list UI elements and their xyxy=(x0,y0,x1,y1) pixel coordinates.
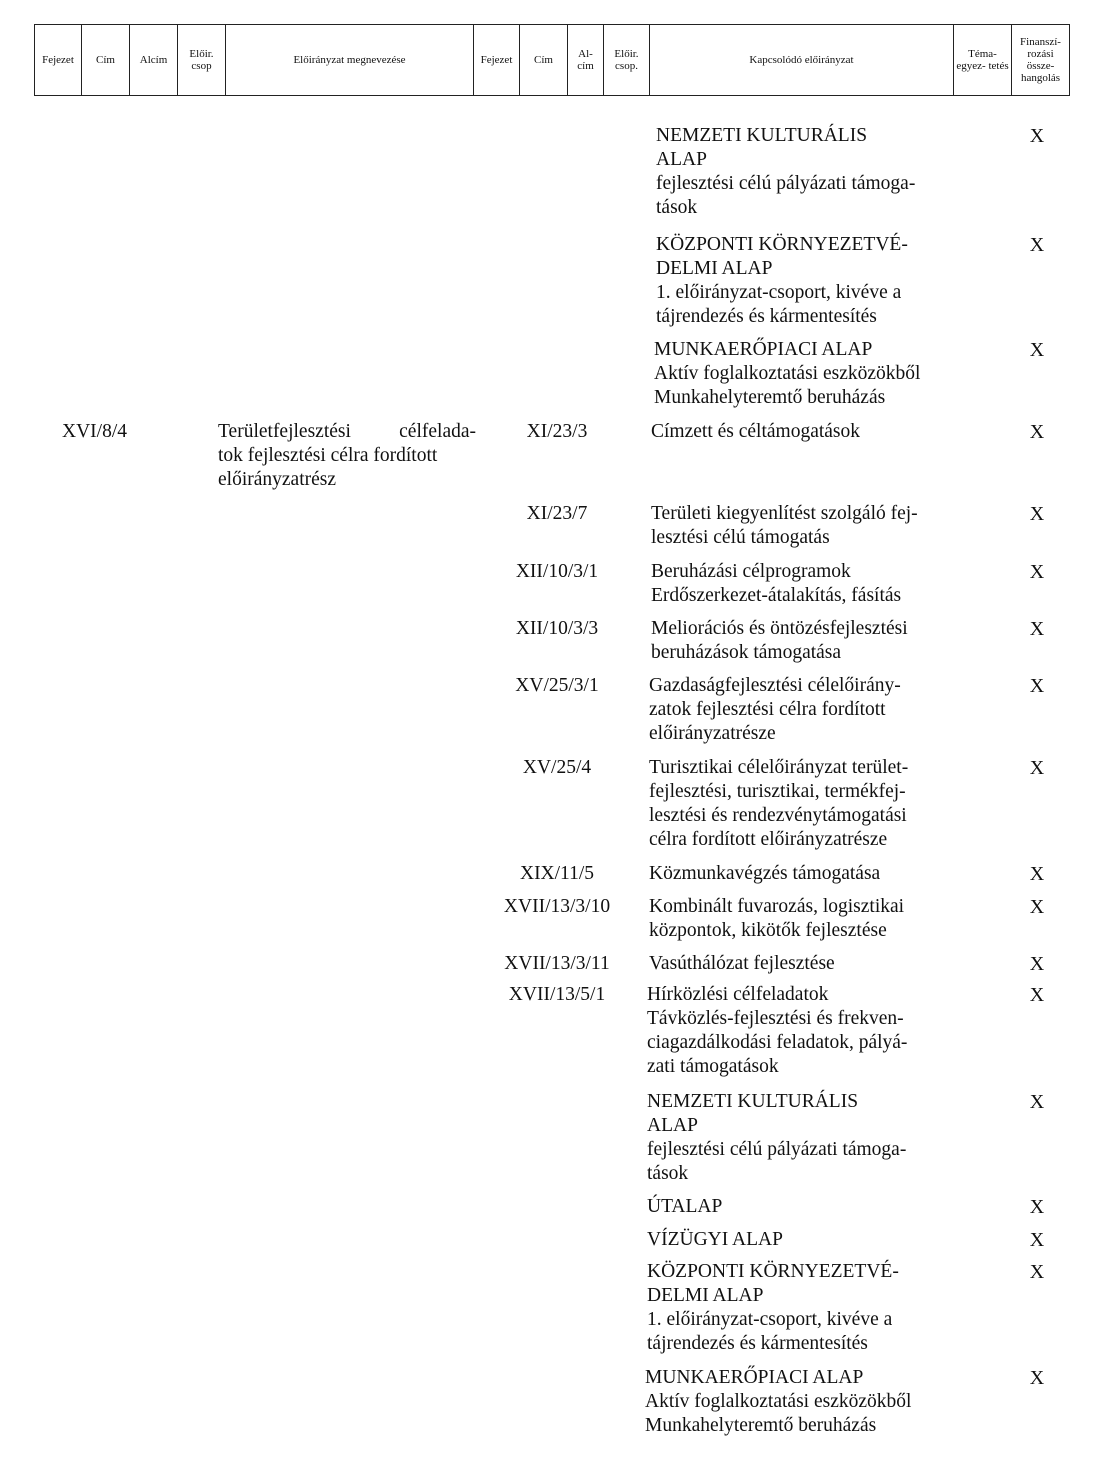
financing-mark: X xyxy=(1029,896,1045,918)
related-code: XV/25/3/1 xyxy=(515,675,599,696)
financing-mark: X xyxy=(1029,1261,1045,1283)
related-description xyxy=(647,1195,947,1219)
related-description xyxy=(649,952,949,976)
related-code: XII/10/3/1 xyxy=(515,561,599,582)
related-code: XV/25/4 xyxy=(522,757,592,778)
description-line: ciagazdálkodási feladatok, pályá- xyxy=(647,1032,908,1053)
financing-mark: X xyxy=(1029,984,1045,1006)
description-line: Közmunkavégzés támogatása xyxy=(649,863,881,884)
main-code: XVI/8/4 xyxy=(62,421,127,442)
description-line: ALAP xyxy=(647,1115,698,1136)
related-code: XI/23/7 xyxy=(526,503,588,524)
related-description xyxy=(651,502,951,550)
description-line: ÚTALAP xyxy=(647,1196,723,1217)
description-line: 1. előirányzat-csoport, kivéve a xyxy=(656,282,902,303)
header-kapcsolodo-eloiranyzat: Kapcsolódó előirányzat xyxy=(650,25,954,95)
financing-mark: X xyxy=(1029,863,1045,885)
description-line: előirányzatrésze xyxy=(649,723,776,744)
main-name-line-2: tok fejlesztési célra fordított xyxy=(218,445,438,466)
financing-mark: X xyxy=(1029,618,1045,640)
header-eloir-csop: Előir. csop xyxy=(178,25,226,95)
financing-mark: X xyxy=(1029,125,1045,147)
description-line: Meliorációs és öntözésfejlesztési xyxy=(651,618,908,639)
header-tema-egyeztetes: Téma- egyez- tetés xyxy=(954,25,1012,95)
related-description xyxy=(647,983,947,1079)
related-code: XI/23/3 xyxy=(526,421,588,442)
related-description xyxy=(647,1228,947,1252)
related-code: XVII/13/3/11 xyxy=(504,953,610,974)
related-description xyxy=(649,862,949,886)
main-name xyxy=(218,420,476,492)
description-line: Kombinált fuvarozás, logisztikai xyxy=(649,896,905,917)
financing-mark: X xyxy=(1029,953,1045,975)
financing-mark: X xyxy=(1029,234,1045,256)
financing-mark: X xyxy=(1029,1196,1045,1218)
related-description xyxy=(647,1090,947,1186)
description-line: NEMZETI KULTURÁLIS xyxy=(656,125,868,146)
description-line: tások xyxy=(656,197,698,218)
description-line: Beruházási célprogramok xyxy=(651,561,851,582)
description-line: DELMI ALAP xyxy=(656,258,773,279)
financing-mark: X xyxy=(1029,1229,1045,1251)
description-line: tások xyxy=(647,1163,689,1184)
description-line: Aktív foglalkoztatási eszközökből xyxy=(645,1391,912,1412)
related-description xyxy=(645,1366,945,1438)
header-fejezet: Fejezet xyxy=(34,25,82,95)
description-line: célra fordított előirányzatrésze xyxy=(649,829,888,850)
related-description xyxy=(654,338,954,410)
related-code: XII/10/3/3 xyxy=(515,618,599,639)
description-line: KÖZPONTI KÖRNYEZETVÉ- xyxy=(647,1261,899,1282)
description-line: fejlesztési, turisztikai, termékfej- xyxy=(649,781,906,802)
description-line: Vasúthálózat fejlesztése xyxy=(649,953,835,974)
header-alcim: Alcím xyxy=(130,25,178,95)
financing-mark: X xyxy=(1029,339,1045,361)
header-fejezet-2: Fejezet xyxy=(474,25,520,95)
header-cim-2: Cím xyxy=(520,25,568,95)
description-line: Címzett és céltámogatások xyxy=(651,421,861,442)
description-line: lesztési és rendezvénytámogatási xyxy=(649,805,907,826)
description-line: Hírközlési célfeladatok xyxy=(647,984,829,1005)
related-description xyxy=(647,1260,947,1356)
description-line: Erdőszerkezet-átalakítás, fásítás xyxy=(651,585,902,606)
financing-mark: X xyxy=(1029,757,1045,779)
financing-mark: X xyxy=(1029,503,1045,525)
description-line: tájrendezés és kármentesítés xyxy=(647,1333,868,1354)
description-line: zati támogatások xyxy=(647,1056,779,1077)
description-line: beruházások támogatása xyxy=(651,642,842,663)
financing-mark: X xyxy=(1029,1367,1045,1389)
main-name-line-3: előirányzatrész xyxy=(218,469,337,490)
financing-mark: X xyxy=(1029,561,1045,583)
header-eloir-csop-2: Előir. csop. xyxy=(604,25,650,95)
description-line: központok, kikötők fejlesztése xyxy=(649,920,887,941)
financing-mark: X xyxy=(1029,675,1045,697)
related-description xyxy=(656,124,956,220)
description-line: Távközlés-fejlesztési és frekven- xyxy=(647,1008,904,1029)
description-line: Gazdaságfejlesztési célelőirány- xyxy=(649,675,901,696)
related-description xyxy=(656,233,956,329)
financing-mark: X xyxy=(1029,1091,1045,1113)
description-line: ALAP xyxy=(656,149,707,170)
related-code: XVII/13/5/1 xyxy=(508,984,606,1005)
description-line: Aktív foglalkoztatási eszközökből xyxy=(654,363,921,384)
related-description xyxy=(649,756,949,852)
description-line: MUNKAERŐPIACI ALAP xyxy=(654,339,873,360)
description-line: tájrendezés és kármentesítés xyxy=(656,306,877,327)
description-line: 1. előirányzat-csoport, kivéve a xyxy=(647,1309,893,1330)
related-description xyxy=(649,895,949,943)
description-line: fejlesztési célú pályázati támoga- xyxy=(647,1139,907,1160)
related-code: XIX/11/5 xyxy=(519,863,595,884)
header-eloiranyzat-megnevezese: Előirányzat megnevezése xyxy=(226,25,474,95)
related-description xyxy=(651,420,951,444)
related-code: XVII/13/3/10 xyxy=(503,896,611,917)
description-line: MUNKAERŐPIACI ALAP xyxy=(645,1367,864,1388)
description-line: Turisztikai célelőirányzat terület- xyxy=(649,757,909,778)
description-line: VÍZÜGYI ALAP xyxy=(647,1229,783,1250)
description-line: KÖZPONTI KÖRNYEZETVÉ- xyxy=(656,234,908,255)
description-line: NEMZETI KULTURÁLIS xyxy=(647,1091,859,1112)
description-line: fejlesztési célú pályázati támoga- xyxy=(656,173,916,194)
description-line: zatok fejlesztési célra fordított xyxy=(649,699,886,720)
header-cim: Cím xyxy=(82,25,130,95)
description-line: DELMI ALAP xyxy=(647,1285,764,1306)
header-finanszirozasi-osszehangolas: Finanszí- rozási össze- hangolás xyxy=(1012,25,1070,95)
financing-mark: X xyxy=(1029,421,1045,443)
description-line: Munkahelyteremtő beruházás xyxy=(645,1415,877,1436)
related-description xyxy=(651,560,951,608)
header-alcim-2: Al- cím xyxy=(568,25,604,95)
related-description xyxy=(649,674,949,746)
description-line: Munkahelyteremtő beruházás xyxy=(654,387,886,408)
description-line: Területi kiegyenlítést szolgáló fej- xyxy=(651,503,918,524)
table-header xyxy=(34,24,1070,96)
description-line: lesztési célú támogatás xyxy=(651,527,830,548)
main-name-line-1: Területfejlesztési célfelada- xyxy=(218,421,476,442)
related-description xyxy=(651,617,951,665)
